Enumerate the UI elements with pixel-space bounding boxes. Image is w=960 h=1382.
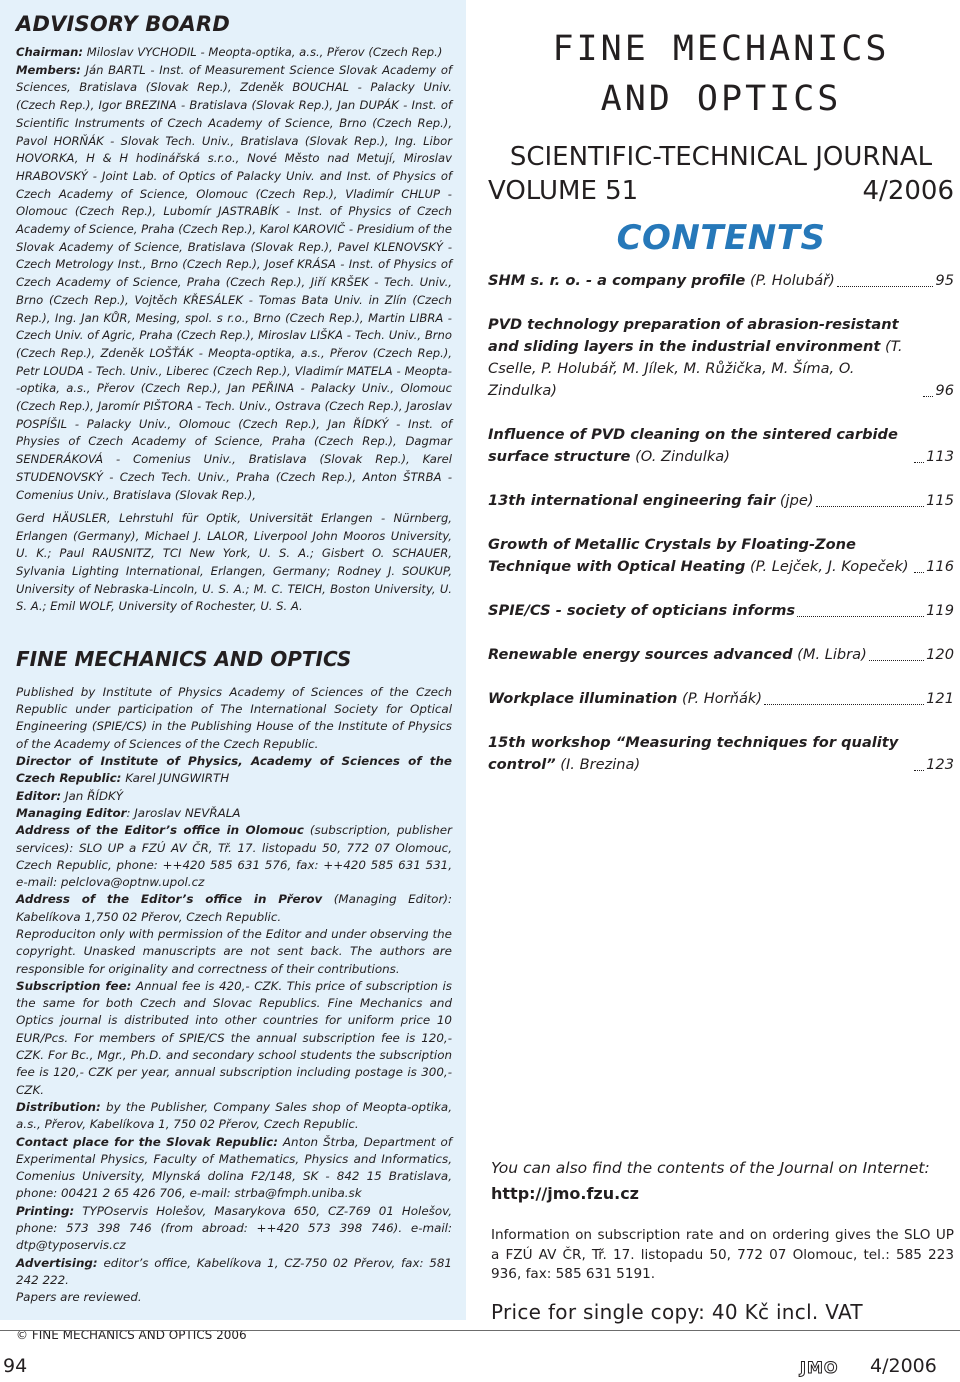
members-text: Ján BARTL - Inst. of Measurement Science Slovak Academy of Sciences, Bratislava (Slovak Rep.), Zdeněk BOUCHAL - Palacky Univ. (Czech Rep.), Igor BREZINA - Bratislava (Slovak Rep.), Jan DUPÁK - Inst. of Scientific Instruments of Czech Academy of Science, Brno (Czech Rep.), Pavol HORŇÁK - Slovak Tech. Univ., Bratislava (Slovak Rep.), Ing. Libor HOVORKA, H & H hodinářská s.r.o., Nové Město nad Metují, Miroslav HRABOVSKÝ - Joint Lab. of Optics of Palacky Univ. and Inst. of Physics of Czech Academy of Science, Olomouc (Czech Rep.), Vladimír CHLUP - Olomouc (Czech Rep.), Lubomír JASTRABÍK - Inst. of Physics of Czech Academy of Science, Praha (Czech Rep.), Karol KAROVIČ - Presidium of the Slovak Academy of Science, Bratislava (Slovak Rep.), Pavel KLENOVSKÝ - Czech Metrology Inst., Brno (Czech Rep.), Josef KRÁSA - Inst. of Physics of Czech Academy of Science, Praha (Czech Rep.), Jiří KRŠEK - Tech. Univ., Brno (Czech Rep.), Vojtěch KŘESÁLEK - Tomas Bata Univ. in Zlín (Czech Rep.), Ing. Jan KŮR, Mesing, spol. s r.o., Brno (Czech Rep.), Martin LIBRA - Czech Univ. of Agric, Praha (Czech Rep.), Miroslav LIŠKA - Tech. Univ., Brno (Czech Rep.), Zdeněk LOŠŤÁK - Meopta-optika, a.s., Přerov (Czech Rep.), Petr LOUDA - Tech. Univ., Liberec (Czech Rep.), Vladimír MATELA - Meopta--optika, a.s., Přerov (Czech Rep.), Jan PEŘINA - Palacky Univ., Olomouc (Czech Rep.), Jaromír PIŠTORA - Tech. Univ., Ostrava (Czech Rep.), Jaroslav POSPÍŠIL - Palacky Univ., Olomouc (Czech Rep.), Jan ŘÍDKÝ - Inst. of Physies of Czech Academy of Science, Praha (Czech Rep.), Dagmar SENDERÁKOVÁ - Comenius Univ., Bratislava (Slovak Rep.), Karel STUDENOVSKÝ - Czech Tech. Univ., Praha (Czech Rep.), Anton ŠTRBA - Comenius Univ., Bratislava (Slovak Rep.), xyxy=(16,62,452,502)
toc-entry xyxy=(488,688,954,710)
toc-entry-authors: (jpe) xyxy=(775,492,814,509)
toc-entry-title: Growth of Metallic Crystals by Floating-Zone Technique with Optical Heating xyxy=(488,536,856,575)
toc-entry-title: PVD technology preparation of abrasion-resistant and sliding layers in the industrial environment xyxy=(488,316,899,355)
journal-title-line-2: AND OPTICS xyxy=(600,79,842,119)
advisory-board-heading: ADVISORY BOARD xyxy=(16,12,230,36)
editor-value: Jan ŘÍDKÝ xyxy=(61,788,124,803)
director-label: Director of Institute of Physics, Academy of Sciences of the Czech Republic: xyxy=(16,754,452,786)
toc-leader-dots xyxy=(816,506,925,507)
internet-text: You can also find the contents of the Journal on Internet: xyxy=(491,1159,930,1177)
toc-entry xyxy=(488,314,954,402)
toc-entry-title: Renewable energy sources advanced xyxy=(488,646,793,663)
volume-line xyxy=(488,176,954,206)
toc-leader-dots xyxy=(914,572,924,573)
distribution-label: Distribution: xyxy=(16,1099,101,1114)
toc-entry-text xyxy=(488,732,912,776)
toc-entry-text xyxy=(488,270,835,292)
toc-entry-authors: (M. Libra) xyxy=(792,646,867,663)
toc-entry-page: 119 xyxy=(926,602,954,619)
table-of-contents xyxy=(488,270,954,776)
toc-entry-authors: (T. Cselle, P. Holubář, M. Jílek, M. Růžička, M. Šíma, O. Zindulka) xyxy=(488,338,903,399)
olomouc-office-label: Address of the Editor’s office in Olomouc xyxy=(16,823,304,838)
left-column-panel xyxy=(0,0,466,1342)
olomouc-office-value: (subscription, publisher services): SLO UP a FZÚ AV ČR, Tř. 17. listopadu 50, 772 07 Olomouc, Czech Republic, phone: ++420 585 631 576, fax: ++420 585 631 531, e-mail: pelclova@optnw.upol.cz xyxy=(16,823,452,890)
toc-entry-page: 96 xyxy=(935,382,954,399)
toc-entry-authors: (P. Lejček, J. Kopeček) xyxy=(745,558,909,575)
advertising-value: editor’s office, Kabelíkova 1, CZ-750 02 Přerov, fax: 581 242 222. xyxy=(16,1255,452,1287)
toc-entry-title: SPIE/CS - society of opticians informs xyxy=(488,602,796,619)
director-line xyxy=(16,753,452,788)
issue-number: 4/2006 xyxy=(862,176,954,206)
toc-entry-title: Influence of PVD cleaning on the sintered carbide surface structure xyxy=(488,426,898,465)
toc-entry-text xyxy=(488,644,867,666)
journal-subtitle: SCIENTIFIC-TECHNICAL JOURNAL xyxy=(509,142,933,172)
toc-leader-dots xyxy=(797,616,924,617)
chairman-text: Miloslav VYCHODIL - Meopta-optika, a.s., Přerov (Czech Rep.) xyxy=(83,45,443,59)
contents-heading: CONTENTS xyxy=(616,218,826,258)
advertising-label: Advertising: xyxy=(16,1255,98,1270)
toc-entry xyxy=(488,732,954,776)
right-column xyxy=(488,24,954,798)
toc-entry-title: 13th international engineering fair xyxy=(488,492,776,509)
toc-entry xyxy=(488,424,954,468)
price-line: Price for single copy: 40 Kč incl. VAT xyxy=(491,1300,863,1324)
subscription-fee-value: Annual fee is 420,- CZK. This price of subscription is the same for both Czech and Slovac Republics. Fine Mechanics and Optics journal is distributed into other countries for uniform price 10 EUR/Pcs. For members of SPIE/CS the annual subscription fee is 120,- CZK. For Bc., Mgr., Ph.D. and secondary school students the subscription fee is 120,- CZK per year, annual subscription including postage is 300,- CZK. xyxy=(16,978,452,1097)
prerov-office-label: Address of the Editor’s office in Přerov xyxy=(16,892,323,907)
subscription-info: Information on subscription rate and on ordering gives the SLO UP a FZÚ AV ČR, Tř. 17. listopadu 50, 772 07 Olomouc, tel.: 585 223 936, fax: 585 631 5191. xyxy=(491,1227,954,1282)
internet-note xyxy=(491,1155,957,1207)
toc-entry-page: 115 xyxy=(926,492,954,509)
toc-entry-page: 121 xyxy=(926,690,954,707)
printing-label: Printing: xyxy=(16,1203,75,1218)
advertising xyxy=(16,1255,452,1290)
toc-entry-text xyxy=(488,314,921,402)
toc-leader-dots xyxy=(869,660,924,661)
editor-label: Editor: xyxy=(16,788,62,803)
toc-leader-dots xyxy=(914,462,924,463)
editor-line xyxy=(16,788,452,805)
subscription-fee xyxy=(16,978,452,1099)
subscription-fee-label: Subscription fee: xyxy=(16,978,132,993)
managing-editor-value: : Jaroslav NEVŘALA xyxy=(126,805,241,820)
slovak-contact xyxy=(16,1134,452,1203)
reproduction-note: Reproduciton only with permission of the Editor and under observing the copyright. Unasked manuscripts are not sent back. The authors are responsible for originality and correctness of their contributions. xyxy=(16,927,452,976)
toc-entry xyxy=(488,644,954,666)
distribution xyxy=(16,1099,452,1134)
olomouc-office xyxy=(16,822,452,891)
prerov-office xyxy=(16,891,452,926)
toc-entry-authors: (P. Horňák) xyxy=(677,690,763,707)
toc-leader-dots xyxy=(914,770,924,771)
toc-entry-title: SHM s. r. o. - a company profile xyxy=(488,272,746,289)
publisher-heading: FINE MECHANICS AND OPTICS xyxy=(16,646,352,671)
distribution-value: by the Publisher, Company Sales shop of Meopta-optika, a.s., Přerov, Kabelíkova 1, 750 02 Přerov, Czech Republic. xyxy=(16,1099,452,1132)
toc-entry-text xyxy=(488,688,762,710)
toc-entry-page: 116 xyxy=(926,558,954,575)
journal-title xyxy=(488,24,954,124)
toc-entry xyxy=(488,534,954,578)
toc-entry xyxy=(488,270,954,292)
toc-entry-text xyxy=(488,600,795,622)
toc-entry-text xyxy=(488,534,912,578)
toc-leader-dots xyxy=(764,704,924,705)
reviewed-note: Papers are reviewed. xyxy=(16,1290,142,1305)
managing-editor-line xyxy=(16,805,452,822)
printing xyxy=(16,1203,452,1255)
toc-entry-text xyxy=(488,424,912,468)
journal-title-line-1: FINE MECHANICS xyxy=(552,29,890,69)
slovak-contact-value: Anton Štrba, Department of Experimental Physics, Faculty of Mathematics, Physics and Informatics, Comenius University, Mlynská dolina F2/148, SK - 842 15 Bratislava, phone: 00421 2 65 426 706, e-mail: strba@fmph.uniba.sk xyxy=(16,1134,452,1201)
footer-issue: 4/2006 xyxy=(870,1355,937,1377)
toc-entry-title: Workplace illumination xyxy=(488,690,678,707)
chairman-label: Chairman: xyxy=(16,45,84,59)
members-label: Members: xyxy=(16,62,81,77)
volume-number: VOLUME 51 xyxy=(488,176,639,206)
toc-entry-page: 123 xyxy=(926,756,954,773)
toc-entry-authors: (I. Brezina) xyxy=(555,756,641,773)
managing-editor-label: Managing Editor xyxy=(16,805,127,820)
toc-entry-page: 120 xyxy=(926,646,954,663)
slovak-contact-label: Contact place for the Slovak Republic: xyxy=(16,1134,278,1149)
toc-entry-page: 95 xyxy=(935,272,954,289)
toc-entry xyxy=(488,490,954,512)
toc-entry-title: 15th workshop “Measuring techniques for quality control” xyxy=(488,734,899,773)
jmo-logo: JMO xyxy=(800,1358,839,1377)
prerov-office-value: (Managing Editor): Kabelíkova 1,750 02 Přerov, Czech Republic. xyxy=(16,892,452,924)
footer-divider xyxy=(0,1330,960,1331)
advisory-board-members xyxy=(16,44,452,504)
journal-url-link[interactable]: http://jmo.fzu.cz xyxy=(491,1184,639,1203)
toc-entry xyxy=(488,600,954,622)
toc-entry-page: 113 xyxy=(926,448,954,465)
footer-page-number: 94 xyxy=(3,1355,28,1377)
toc-leader-dots xyxy=(837,286,934,287)
toc-entry-authors: (P. Holubář) xyxy=(745,272,835,289)
publisher-info xyxy=(16,684,452,1344)
copyright-notice: © FINE MECHANICS AND OPTICS 2006 xyxy=(16,1327,247,1342)
toc-entry-authors: (O. Zindulka) xyxy=(630,448,730,465)
toc-leader-dots xyxy=(923,396,933,397)
printing-value: TYPOservis Holešov, Masarykova 650, CZ-769 01 Holešov, phone: 573 398 746 (from abroad: ++420 573 398 746). e-mail: dtp@typoservis.cz xyxy=(16,1203,452,1253)
toc-entry-text xyxy=(488,490,814,512)
foreign-members: Gerd HÄUSLER, Lehrstuhl für Optik, Universität Erlangen - Nürnberg, Erlangen (Germany), Michael J. LALOR, Liverpool John Mooros University, U. K.; Paul RAUSNITZ, TCI New York, U. S. A.; Gisbert O. SCHAUER, Sylvania Lighting International, Erlangen, Germany; Rodney J. SOUKUP, University of Nebraska-Lincoln, U. S. A.; M. C. TEICH, Boston University, U. S. A.; Emil WOLF, University of Rochester, U. S. A. xyxy=(16,511,452,614)
published-by: Published by Institute of Physics Academy of Sciences of the Czech Republic under participation of The International Society for Optical Engineering (SPIE/CS) in the Publishing House of the Institute of Physics of the Academy of Sciences of the Czech Republic. xyxy=(16,684,452,751)
director-value: Karel JUNGWIRTH xyxy=(121,771,230,786)
